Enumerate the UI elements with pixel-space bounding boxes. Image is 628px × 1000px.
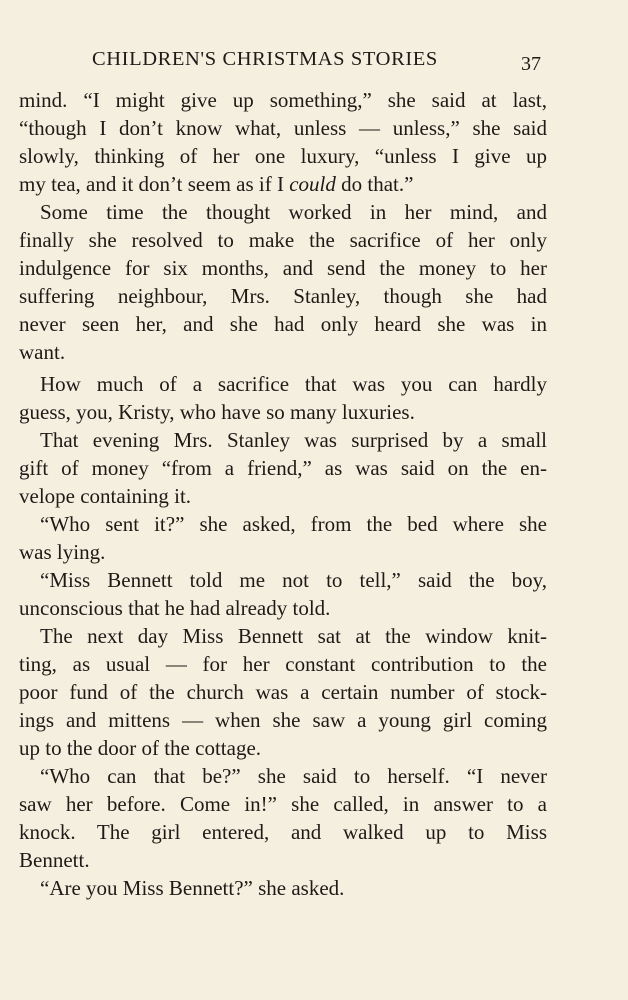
- text-line: “Are you Miss Bennett?” she asked.: [40, 876, 345, 900]
- text-line: guess, you, Kristy, who have so many luxuries.: [19, 400, 415, 424]
- text-line: saw her before. Come in!” she called, in answer to a: [19, 792, 547, 816]
- text-line: want.: [19, 340, 66, 364]
- text-line: ings and mittens — when she saw a young girl coming: [19, 708, 547, 732]
- text-line: ting, as usual — for her constant contribution to the: [19, 652, 547, 676]
- text-line: “Who can that be?” she said to herself. “I never: [40, 764, 547, 788]
- text-line: velope containing it.: [19, 484, 192, 508]
- text-line: was lying.: [19, 540, 106, 564]
- text-line: indulgence for six months, and send the money to her: [19, 256, 547, 280]
- text-line: That evening Mrs. Stanley was surprised by a small: [40, 428, 547, 452]
- text-line: never seen her, and she had only heard she was in: [19, 312, 547, 336]
- text-line: knock. The girl entered, and walked up to Miss: [19, 820, 547, 844]
- paragraph-8: [19, 762, 547, 874]
- text-line: finally she resolved to make the sacrifice of her only: [19, 228, 547, 252]
- paragraph-1: [19, 86, 547, 198]
- text-line: slowly, thinking of her one luxury, “unless I give up: [19, 144, 547, 168]
- paragraph-5: [19, 510, 547, 566]
- paragraph-6: [19, 566, 547, 622]
- text-line: “Who sent it?” she asked, from the bed where she: [40, 512, 547, 536]
- text-line: poor fund of the church was a certain number of stock-: [19, 680, 547, 704]
- text-line: gift of money “from a friend,” as was said on the en-: [19, 456, 547, 480]
- paragraph-7: [19, 622, 547, 762]
- text-line: The next day Miss Bennett sat at the window knit-: [40, 624, 547, 648]
- paragraph-9: [19, 874, 547, 902]
- page-header: [0, 48, 628, 80]
- text-line: suffering neighbour, Mrs. Stanley, though she had: [19, 284, 547, 308]
- text-line: [19, 170, 547, 198]
- text-line: How much of a sacrifice that was you can hardly: [40, 372, 547, 396]
- text-line: mind. “I might give up something,” she said at last,: [19, 88, 547, 112]
- page-number: 37: [521, 53, 541, 75]
- text-segment: do that.”: [335, 172, 414, 196]
- text-segment: my tea, and it don’t seem as if I: [19, 172, 290, 196]
- paragraph-3: [19, 370, 547, 426]
- text-line: “Miss Bennett told me not to tell,” said the boy,: [40, 568, 547, 592]
- text-line: Bennett.: [19, 848, 90, 872]
- paragraph-4: [19, 426, 547, 510]
- running-title: CHILDREN'S CHRISTMAS STORIES: [92, 48, 438, 70]
- text-line: Some time the thought worked in her mind, and: [40, 200, 547, 224]
- emphasis-text: could: [289, 172, 336, 196]
- text-line: “though I don’t know what, unless — unless,” she said: [19, 116, 547, 140]
- text-line: unconscious that he had already told.: [19, 596, 331, 620]
- text-line: up to the door of the cottage.: [19, 736, 262, 760]
- body-text: [19, 86, 547, 902]
- paragraph-2: [19, 198, 547, 366]
